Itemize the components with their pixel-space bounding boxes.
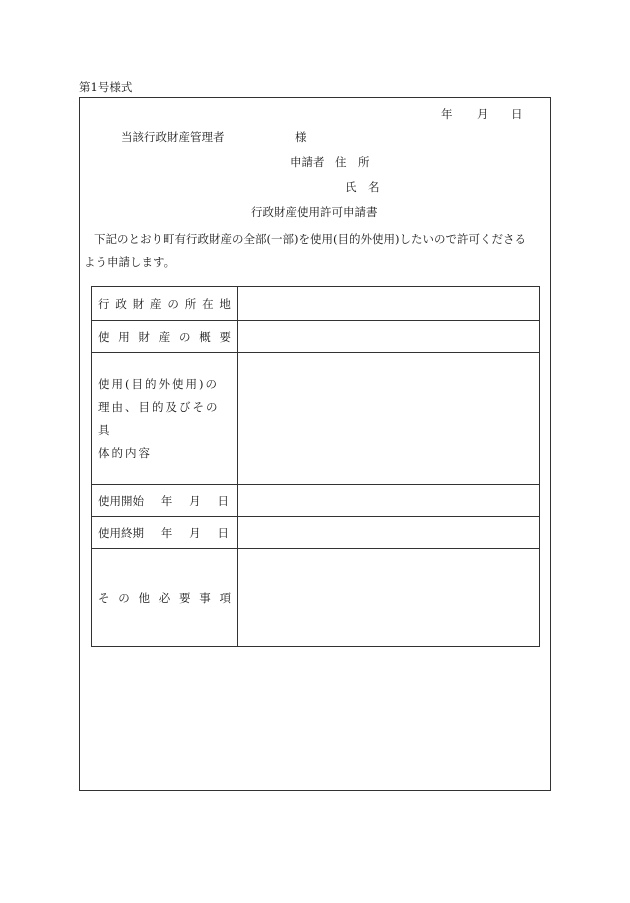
label-char: 必 bbox=[158, 590, 171, 605]
row-location bbox=[92, 287, 540, 321]
label-char: の bbox=[179, 329, 191, 344]
label-char: 使 bbox=[98, 329, 110, 344]
label-char: 所 bbox=[184, 296, 197, 311]
reason-line-3: 体的内容 bbox=[98, 445, 152, 460]
end-label-text: 使用終期 bbox=[98, 525, 144, 540]
label-char: 財 bbox=[138, 329, 150, 344]
location-label-cell bbox=[92, 287, 238, 321]
label-char: 用 bbox=[118, 329, 130, 344]
date-year-label: 年 bbox=[441, 107, 453, 121]
label-char: 要 bbox=[179, 590, 191, 605]
reason-label-cell bbox=[92, 353, 238, 485]
outline-value-cell[interactable] bbox=[238, 321, 540, 353]
label-char: の bbox=[118, 590, 130, 605]
end-label-cell bbox=[92, 517, 238, 549]
label-char: 事 bbox=[199, 590, 211, 605]
reason-label bbox=[98, 373, 231, 465]
row-reason bbox=[92, 353, 540, 485]
address-label: 住 所 bbox=[335, 155, 370, 169]
label-char: 産 bbox=[150, 296, 162, 311]
applicant-label: 申請者 bbox=[290, 155, 325, 169]
end-day: 日 bbox=[217, 525, 229, 540]
row-start bbox=[92, 485, 540, 517]
end-month: 月 bbox=[189, 525, 201, 540]
location-label bbox=[98, 296, 231, 312]
body-line-2: よう申請します。 bbox=[84, 255, 176, 269]
start-label bbox=[98, 493, 231, 509]
start-value-cell[interactable] bbox=[238, 485, 540, 517]
outline-label bbox=[98, 329, 231, 345]
label-char: 他 bbox=[138, 590, 150, 605]
label-char: 産 bbox=[158, 329, 171, 344]
row-outline bbox=[92, 321, 540, 353]
label-char: 項 bbox=[219, 590, 231, 605]
start-year: 年 bbox=[160, 493, 173, 508]
start-month: 月 bbox=[189, 493, 201, 508]
label-char: 財 bbox=[132, 296, 145, 311]
label-char: 要 bbox=[219, 329, 231, 344]
application-table bbox=[91, 286, 540, 647]
form-number: 第1号様式 bbox=[79, 80, 133, 94]
row-end bbox=[92, 517, 540, 549]
reason-line-1: 使用(目的外使用)の bbox=[98, 376, 219, 391]
row-other bbox=[92, 549, 540, 647]
body-line-1: 下記のとおり町有行政財産の全部(一部)を使用(目的外使用)したいので許可くださる bbox=[94, 232, 526, 246]
end-year: 年 bbox=[160, 525, 173, 540]
label-char: 地 bbox=[219, 296, 231, 311]
label-char: 概 bbox=[199, 329, 211, 344]
label-char: の bbox=[167, 296, 179, 311]
label-char: 政 bbox=[115, 296, 127, 311]
date-month-label: 月 bbox=[477, 107, 489, 121]
other-value-cell[interactable] bbox=[238, 549, 540, 647]
other-label bbox=[98, 590, 231, 606]
location-value-cell[interactable] bbox=[238, 287, 540, 321]
label-char: そ bbox=[98, 590, 110, 605]
document-title: 行政財産使用許可申請書 bbox=[251, 205, 378, 219]
other-label-cell bbox=[92, 549, 238, 647]
honorific: 様 bbox=[295, 130, 307, 144]
start-label-cell bbox=[92, 485, 238, 517]
end-label bbox=[98, 525, 231, 541]
outline-label-cell bbox=[92, 321, 238, 353]
end-value-cell[interactable] bbox=[238, 517, 540, 549]
reason-value-cell[interactable] bbox=[238, 353, 540, 485]
date-day-label: 日 bbox=[511, 107, 523, 121]
body-text bbox=[84, 228, 550, 274]
label-char: 行 bbox=[98, 296, 110, 311]
start-day: 日 bbox=[217, 493, 229, 508]
label-char: 在 bbox=[202, 296, 214, 311]
recipient: 当該行政財産管理者 bbox=[121, 130, 225, 144]
start-label-text: 使用開始 bbox=[98, 493, 144, 508]
reason-line-2: 理由、目的及びその具 bbox=[98, 399, 220, 437]
name-label: 氏 名 bbox=[345, 180, 380, 194]
